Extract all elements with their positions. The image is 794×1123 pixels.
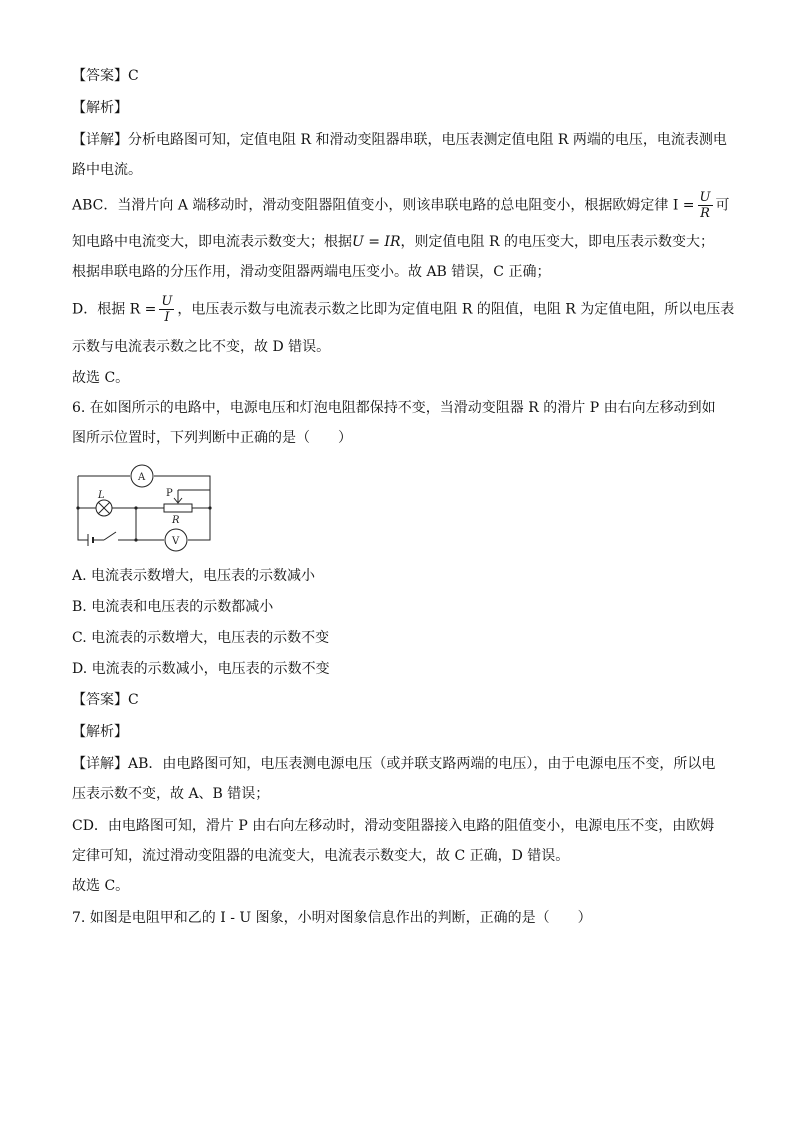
q5-line3-text: ABC．当滑片向 A 端移动时，滑动变阻器阻值变小，则该串联电路的总电阻变小，根据欧姆定律 I = xyxy=(72,197,695,214)
q6-conclusion: 故选 C。 xyxy=(72,878,130,894)
q5-line4-tail: ，则定值电阻 R 的电压变大，即电压表示数变大； xyxy=(400,234,714,250)
q6-detail-line-4: 定律可知，流过滑动变阻器的电流变大，电流表示数变大，故 C 正确，D 错误。 xyxy=(72,848,570,864)
q6-option-d: D. 电流表的示数减小，电压表的示数不变 xyxy=(72,661,330,677)
q6-option-c: C. 电流表的示数增大，电压表的示数不变 xyxy=(72,630,330,646)
circuit-diagram xyxy=(74,460,214,556)
q5-line4-equation: U = IR xyxy=(352,234,401,250)
ammeter-label: A xyxy=(138,472,146,483)
q6-option-a: A. 电流表示数增大，电压表的示数减小 xyxy=(72,568,316,584)
q5-detail-line-3 xyxy=(72,190,730,221)
q6-option-b: B. 电流表和电压表的示数都减小 xyxy=(72,599,274,615)
q7-stem: 7. 如图是电阻甲和乙的 I - U 图象，小明对图象信息作出的判断，正确的是（ ） xyxy=(72,910,592,926)
rheostat-label: R xyxy=(172,515,180,526)
fraction-numerator: U xyxy=(161,294,173,309)
q5-detail-line-6 xyxy=(72,294,734,325)
q5-analysis-heading: 【解析】 xyxy=(72,100,128,116)
voltmeter-label: V xyxy=(172,536,180,547)
q6-stem-line-2: 图所示位置时，下列判断中正确的是（ ） xyxy=(72,430,352,446)
q5-detail-line-5: 根据串联电路的分压作用，滑动变阻器两端电压变小。故 AB 错误，C 正确； xyxy=(72,264,551,280)
q5-line3-tail: 可 xyxy=(715,197,730,214)
fraction-denominator: R xyxy=(700,206,710,221)
resistance-fraction xyxy=(159,294,174,325)
q6-detail-line-3: CD．由电路图可知，滑片 P 由右向左移动时，滑动变阻器接入电路的阻值变小，电源电压不变，由欧姆 xyxy=(72,818,715,834)
q5-detail-line-7: 示数与电流表示数之比不变，故 D 错误。 xyxy=(72,339,331,355)
fraction-numerator: U xyxy=(699,190,711,205)
lamp-label: L xyxy=(98,490,105,501)
q6-detail-line-2: 压表示数不变，故 A、B 错误； xyxy=(72,786,270,802)
q6-detail-line-1: 【详解】AB．由电路图可知，电压表测电源电压（或并联支路两端的电压），由于电源电压不变，所以电 xyxy=(72,756,716,772)
fraction-denominator: I xyxy=(164,310,170,325)
q5-conclusion: 故选 C。 xyxy=(72,370,130,386)
q5-line4-text: 知电路中电流变大，即电流表示数变大；根据 xyxy=(72,234,352,250)
q5-line6-text: D．根据 R = xyxy=(72,301,157,318)
slider-label: P xyxy=(166,488,173,499)
q5-detail-line-4 xyxy=(72,232,714,252)
q6-analysis-heading: 【解析】 xyxy=(72,724,128,740)
q5-detail-line-1: 【详解】分析电路图可知，定值电阻 R 和滑动变阻器串联，电压表测定值电阻 R 两端的电压，电流表测电 xyxy=(72,132,727,148)
q5-detail-line-2: 路中电流。 xyxy=(72,162,142,178)
q6-stem-line-1: 6. 在如图所示的电路中，电源电压和灯泡电阻都保持不变，当滑动变阻器 R 的滑片 P 由右向左移动到如 xyxy=(72,400,716,416)
ohm-law-fraction xyxy=(698,190,713,221)
q6-answer: 【答案】C xyxy=(72,692,139,708)
q5-line6-tail: ，电压表示数与电流表示数之比即为定值电阻 R 的阻值，电阻 R 为定值电阻，所以电压表 xyxy=(177,301,735,318)
q5-answer: 【答案】C xyxy=(72,68,139,84)
